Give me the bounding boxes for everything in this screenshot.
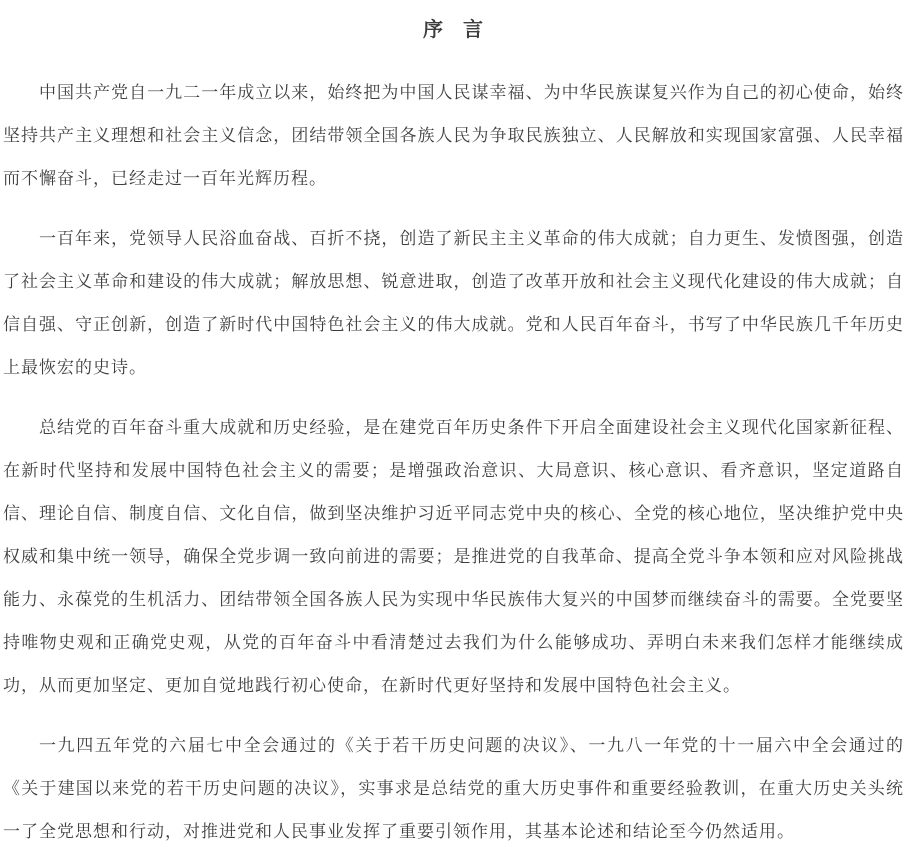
paragraph-line: 功，从而更加坚定、更加自觉地践行初心使命，在新时代更好坚持和发展中国特色社会主义。	[3, 676, 741, 695]
paragraph-line: 一百年来，党领导人民浴血奋战、百折不挠，创造了新民主主义革命的伟大成就；自力更生、发愤图强，创造	[39, 229, 903, 248]
paragraph-line: 一了全党思想和行动，对推进党和人民事业发挥了重要引领作用，其基本论述和结论至今仍然适用。	[3, 822, 795, 841]
paragraph-line: 而不懈奋斗，已经走过一百年光辉历程。	[3, 169, 327, 188]
document-title: 序 言	[423, 19, 483, 41]
paragraph-line: 信自强、守正创新，创造了新时代中国特色社会主义的伟大成就。党和人民百年奋斗，书写了中华民族几千年历史	[3, 315, 903, 334]
paragraph-line: 权威和集中统一领导，确保全党步调一致向前进的需要；是推进党的自我革命、提高全党斗争本领和应对风险挑战	[3, 547, 903, 566]
document-body	[3, 71, 903, 847]
paragraph-line: 了社会主义革命和建设的伟大成就；解放思想、锐意进取，创造了改革开放和社会主义现代化建设的伟大成就；自	[3, 272, 903, 291]
paragraph	[3, 217, 903, 389]
paragraph-line: 上最恢宏的史诗。	[3, 358, 147, 377]
paragraph	[3, 724, 903, 847]
paragraph-line: 能力、永葆党的生机活力、团结带领全国各族人民为实现中华民族伟大复兴的中国梦而继续奋斗的需要。全党要坚	[3, 590, 903, 609]
paragraph	[3, 71, 903, 200]
paragraph-line: 信、理论自信、制度自信、文化自信，做到坚决维护习近平同志党中央的核心、全党的核心地位，坚决维护党中央	[3, 504, 903, 523]
paragraph-line: 一九四五年党的六届七中全会通过的《关于若干历史问题的决议》、一九八一年党的十一届六中全会通过的	[39, 736, 903, 755]
paragraph	[3, 406, 903, 707]
paragraph-line: 《关于建国以来党的若干历史问题的决议》，实事求是总结党的重大历史事件和重要经验教训，在重大历史关头统	[3, 779, 903, 798]
paragraph-line: 持唯物史观和正确党史观，从党的百年奋斗中看清楚过去我们为什么能够成功、弄明白未来我们怎样才能继续成	[3, 633, 903, 652]
paragraph-line: 坚持共产主义理想和社会主义信念，团结带领全国各族人民为争取民族独立、人民解放和实现国家富强、人民幸福	[3, 126, 903, 145]
paragraph-line: 中国共产党自一九二一年成立以来，始终把为中国人民谋幸福、为中华民族谋复兴作为自己的初心使命，始终	[39, 83, 903, 102]
paragraph-line: 总结党的百年奋斗重大成就和历史经验，是在建党百年历史条件下开启全面建设社会主义现代化国家新征程、	[39, 418, 903, 437]
paragraph-line: 在新时代坚持和发展中国特色社会主义的需要；是增强政治意识、大局意识、核心意识、看齐意识，坚定道路自	[3, 461, 903, 480]
